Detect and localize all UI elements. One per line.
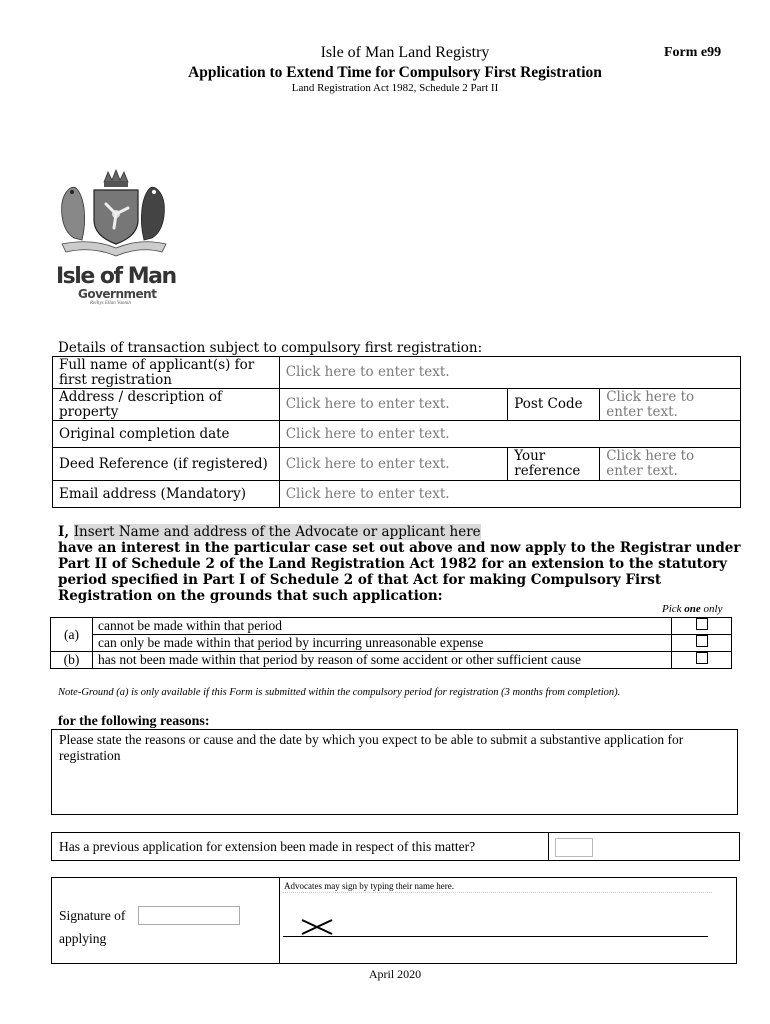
- address-label: Address / description of property: [53, 389, 280, 421]
- pick-suffix: only: [700, 603, 723, 615]
- your-reference-label: Your reference: [508, 448, 600, 481]
- signature-line[interactable]: [283, 936, 708, 937]
- details-heading: Details of transaction subject to compulsory first registration:: [58, 340, 483, 356]
- ground-b1-checkbox[interactable]: [696, 652, 708, 664]
- deed-reference-label: Deed Reference (if registered): [53, 448, 280, 481]
- previous-question: Has a previous application for extension been made in respect of this matter?: [59, 839, 476, 854]
- ground-a2-text: can only be made within that period by incurring unreasonable expense: [92, 635, 671, 652]
- postcode-field[interactable]: Click here to enter text.: [600, 389, 741, 421]
- isle-of-man-logo: [52, 168, 176, 312]
- postcode-label: Post Code: [508, 389, 600, 421]
- signature-label-line2: applying: [59, 931, 107, 946]
- ground-note: Note-Ground (a) is only available if this Form is submitted within the compulsory period for registration (3 months from completion).: [58, 687, 621, 698]
- completion-date-label: Original completion date: [53, 421, 280, 448]
- signature-label-line1: Signature of: [59, 908, 126, 923]
- form-number: Form e99: [664, 45, 722, 60]
- grounds-table: [50, 617, 732, 669]
- declaration-prefix: I,: [58, 524, 74, 540]
- pick-prefix: Pick: [662, 603, 685, 615]
- declaration: [58, 524, 748, 604]
- act-reference: Land Registration Act 1982, Schedule 2 Part II: [291, 82, 499, 94]
- ground-a1-text: cannot be made within that period: [92, 618, 671, 635]
- signatory-field[interactable]: [138, 906, 240, 925]
- logo-wordmark: Isle of Man: [56, 264, 176, 289]
- signature-box: [51, 877, 737, 964]
- footer-date: April 2020: [368, 967, 422, 981]
- applicant-field[interactable]: Click here to enter text.: [279, 357, 740, 389]
- registry-title: Isle of Man Land Registry: [320, 44, 490, 61]
- deed-reference-field[interactable]: Click here to enter text.: [279, 448, 508, 481]
- email-label: Email address (Mandatory): [53, 481, 280, 508]
- advocate-name-field[interactable]: Insert Name and address of the Advocate or applicant here: [73, 524, 481, 540]
- signature-label: [59, 904, 125, 950]
- reasons-prompt: Please state the reasons or cause and the date by which you expect to be able to submit a substantive application for registration: [59, 732, 684, 763]
- address-field[interactable]: Click here to enter text.: [279, 389, 508, 421]
- coat-of-arms-icon: [52, 168, 176, 260]
- ground-b-label: (b): [51, 652, 93, 669]
- form-subtitle: Application to Extend Time for Compulsory First Registration: [188, 64, 602, 81]
- ground-a2-checkbox[interactable]: [696, 635, 708, 647]
- applicant-label: Full name of applicant(s) for first registration: [53, 357, 280, 389]
- logo-manx: Reiltys Ellan Vannin: [90, 301, 131, 306]
- email-field[interactable]: Click here to enter text.: [279, 481, 740, 508]
- signature-hint: Advocates may sign by typing their name here.: [284, 881, 454, 891]
- declaration-body: have an interest in the particular case set out above and now apply to the Registrar under Part II of Schedule 2 of the Land Registration Act 1982 for an extension to the statutory period specified in Part I of Schedule 2 of that Act for making Compulsory First Registration on the grounds that such application:: [58, 540, 741, 604]
- pick-bold: one: [684, 603, 701, 615]
- ground-b1-text: has not been made within that period by reason of some accident or other sufficient cause: [92, 652, 671, 669]
- details-table: [52, 356, 741, 508]
- your-reference-field[interactable]: Click here to enter text.: [600, 448, 741, 481]
- reasons-textarea[interactable]: [51, 729, 738, 815]
- previous-answer-field[interactable]: [555, 838, 593, 857]
- pick-one-note: [662, 603, 723, 615]
- signature-cross-icon: [300, 918, 334, 936]
- ground-a-label: (a): [51, 618, 93, 652]
- ground-a1-checkbox[interactable]: [696, 618, 708, 630]
- reasons-heading: for the following reasons:: [58, 714, 210, 729]
- previous-application-box: [51, 832, 740, 861]
- logo-government: Government: [78, 287, 157, 301]
- completion-date-field[interactable]: Click here to enter text.: [279, 421, 740, 448]
